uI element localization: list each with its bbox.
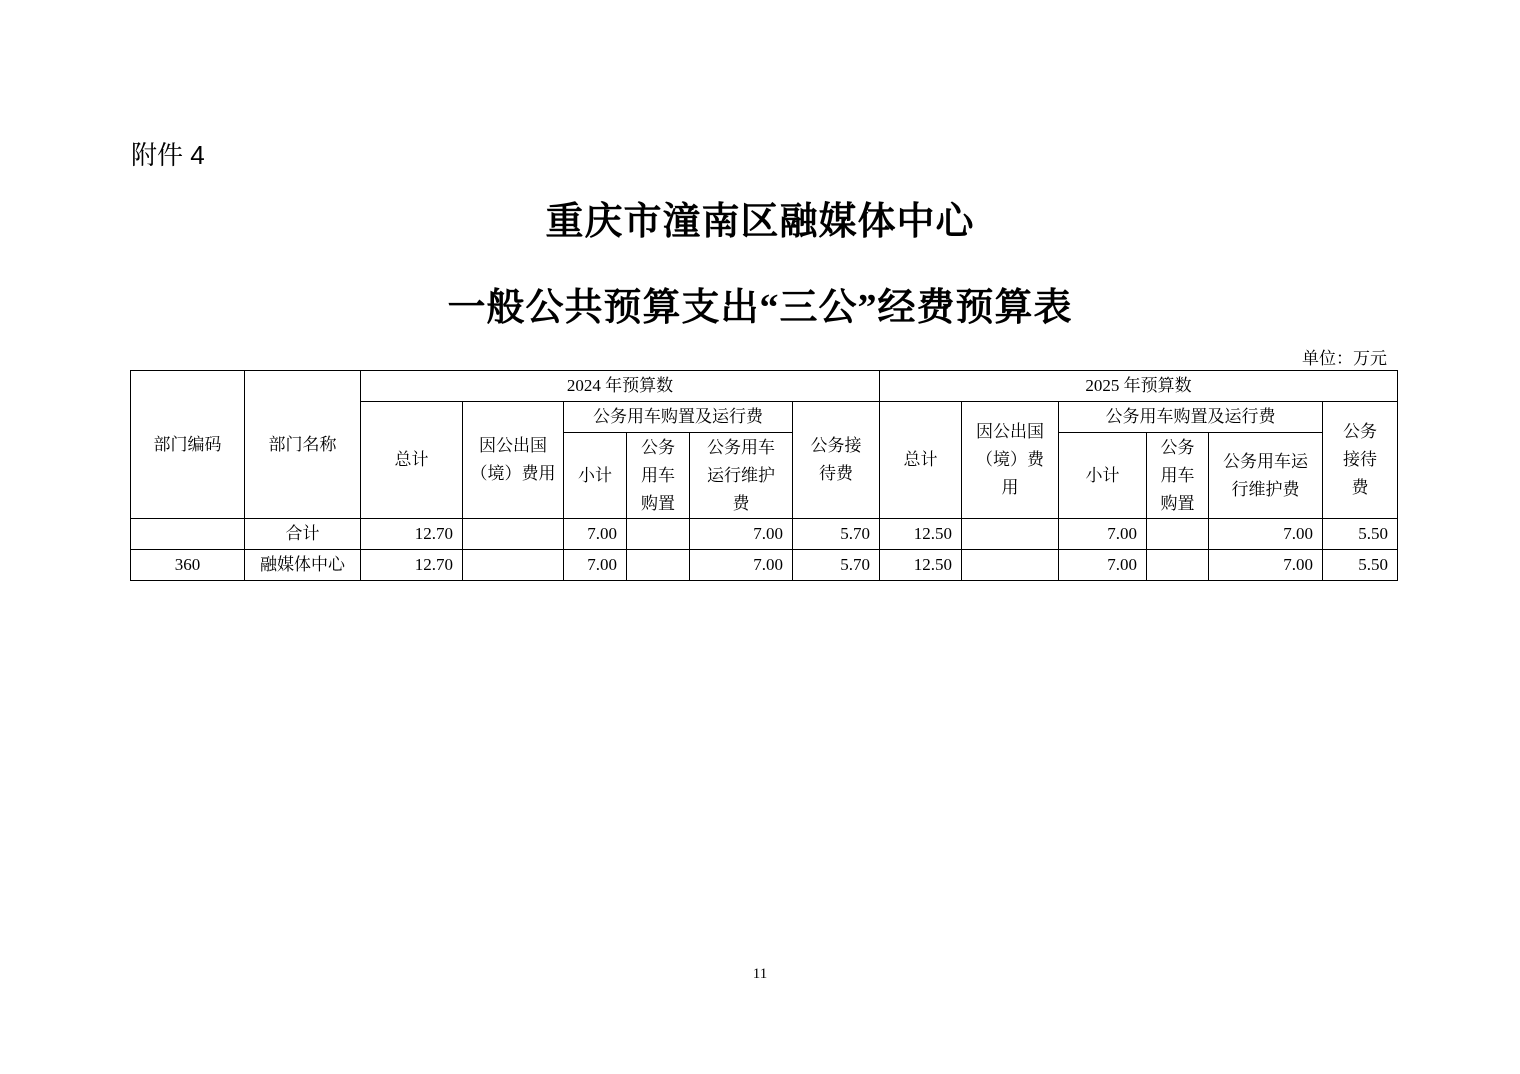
- table-row: [131, 550, 1398, 581]
- header-reception-2024: 公务接待费: [793, 402, 880, 519]
- header-subtotal-2024: 小计: [564, 433, 627, 519]
- cell-maintenance-2025: 7.00: [1209, 519, 1323, 550]
- cell-subtotal-2025: 7.00: [1059, 519, 1147, 550]
- cell-maintenance-2024: 7.00: [690, 550, 793, 581]
- cell-reception-2025: 5.50: [1323, 519, 1398, 550]
- page-title: 重庆市潼南区融媒体中心: [545, 201, 975, 243]
- header-vehicle-2024: 公务用车购置及运行费: [564, 402, 793, 433]
- cell-abroad-2025: [962, 519, 1059, 550]
- cell-maintenance-2025: 7.00: [1209, 550, 1323, 581]
- cell-reception-2025: 5.50: [1323, 550, 1398, 581]
- cell-maintenance-2024: 7.00: [690, 519, 793, 550]
- cell-abroad-2024: [463, 519, 564, 550]
- cell-reception-2024: 5.70: [793, 550, 880, 581]
- header-reception-2025: 公务接待费: [1323, 402, 1398, 519]
- cell-subtotal-2024: 7.00: [564, 550, 627, 581]
- header-total-2024: 总计: [361, 402, 463, 519]
- cell-abroad-2025: [962, 550, 1059, 581]
- header-maintenance-2025: 公务用车运行维护费: [1209, 433, 1323, 519]
- cell-name: 融媒体中心: [245, 550, 361, 581]
- budget-table: [130, 370, 1398, 581]
- cell-purchase-2025: [1147, 519, 1209, 550]
- header-subtotal-2025: 小计: [1059, 433, 1147, 519]
- header-abroad-2024: 因公出国（境）费用: [463, 402, 564, 519]
- cell-subtotal-2025: 7.00: [1059, 550, 1147, 581]
- cell-reception-2024: 5.70: [793, 519, 880, 550]
- cell-total-2025: 12.50: [880, 550, 962, 581]
- header-purchase-2024: 公务用车购置: [627, 433, 690, 519]
- cell-total-2025: 12.50: [880, 519, 962, 550]
- page-number: 11: [752, 966, 768, 982]
- cell-purchase-2024: [627, 519, 690, 550]
- header-dept-name: 部门名称: [245, 371, 361, 519]
- cell-subtotal-2024: 7.00: [564, 519, 627, 550]
- attachment-label: 附件 4: [131, 140, 205, 170]
- header-year-2024: 2024 年预算数: [361, 371, 880, 402]
- unit-label: 单位：万元: [1302, 349, 1387, 368]
- header-abroad-2025: 因公出国（境）费用: [962, 402, 1059, 519]
- page-subtitle: 一般公共预算支出“三公”经费预算表: [447, 287, 1073, 329]
- cell-total-2024: 12.70: [361, 550, 463, 581]
- cell-purchase-2024: [627, 550, 690, 581]
- header-dept-code: 部门编码: [131, 371, 245, 519]
- cell-code: 360: [131, 550, 245, 581]
- header-year-2025: 2025 年预算数: [880, 371, 1398, 402]
- header-maintenance-2024: 公务用车运行维护费: [690, 433, 793, 519]
- cell-purchase-2025: [1147, 550, 1209, 581]
- cell-code: [131, 519, 245, 550]
- header-total-2025: 总计: [880, 402, 962, 519]
- header-vehicle-2025: 公务用车购置及运行费: [1059, 402, 1323, 433]
- cell-name: 合计: [245, 519, 361, 550]
- cell-total-2024: 12.70: [361, 519, 463, 550]
- cell-abroad-2024: [463, 550, 564, 581]
- header-purchase-2025: 公务用车购置: [1147, 433, 1209, 519]
- table-row: [131, 519, 1398, 550]
